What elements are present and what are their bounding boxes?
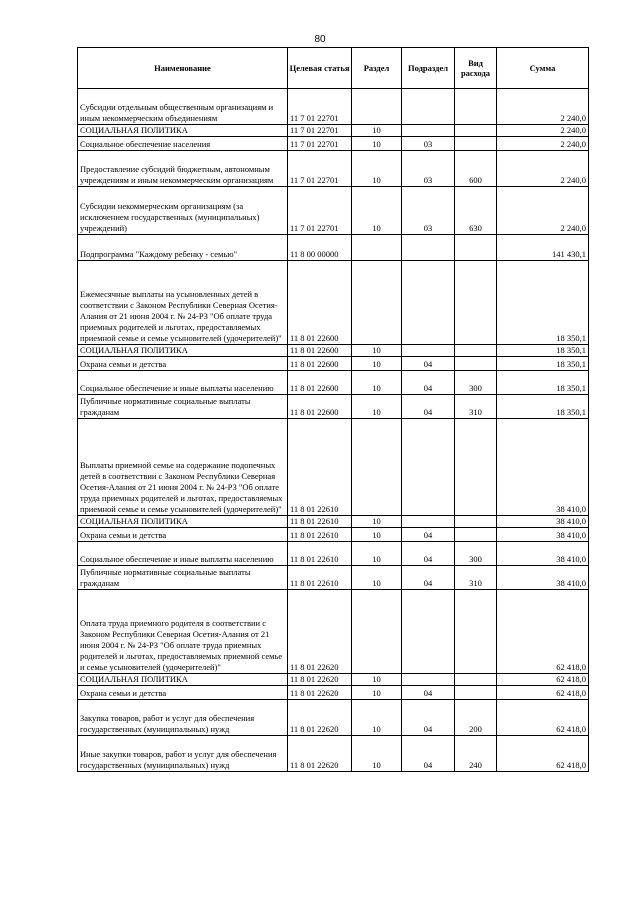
row-name: Выплаты приемной семье на содержание подопечных детей в соответствии с Законом Республики Северная Осетия-Алания от 21 июня 2004 г. № 24-РЗ "Об оплате труда приемных родителей и льготах, предоставляемых приемной семье и семье усыновителей (удочерителей)" xyxy=(78,419,288,516)
row-target-code: 11 8 01 22610 xyxy=(288,566,352,590)
table-row xyxy=(78,674,589,686)
row-sum: 18 350,1 xyxy=(497,395,589,419)
row-sum: 2 240,0 xyxy=(497,137,589,151)
row-expense-type: 310 xyxy=(455,566,497,590)
row-section: 10 xyxy=(352,516,402,528)
budget-table xyxy=(77,47,589,772)
row-sum: 2 240,0 xyxy=(497,89,589,125)
table-row xyxy=(78,395,589,419)
row-section xyxy=(352,261,402,345)
table-row xyxy=(78,566,589,590)
row-sum: 18 350,1 xyxy=(497,345,589,357)
row-subsection: 04 xyxy=(402,686,455,700)
row-name: СОЦИАЛЬНАЯ ПОЛИТИКА xyxy=(78,516,288,528)
row-section: 10 xyxy=(352,345,402,357)
row-expense-type xyxy=(455,261,497,345)
row-target-code: 11 8 01 22620 xyxy=(288,736,352,772)
row-subsection xyxy=(402,89,455,125)
row-sum: 62 418,0 xyxy=(497,674,589,686)
table-row xyxy=(78,700,589,736)
row-target-code: 11 8 01 22600 xyxy=(288,345,352,357)
row-name: Охрана семьи и детства xyxy=(78,686,288,700)
row-expense-type xyxy=(455,137,497,151)
row-expense-type xyxy=(455,528,497,542)
row-section: 10 xyxy=(352,674,402,686)
row-name: СОЦИАЛЬНАЯ ПОЛИТИКА xyxy=(78,674,288,686)
row-target-code: 11 8 01 22600 xyxy=(288,261,352,345)
row-subsection xyxy=(402,125,455,137)
header-subsection: Подраздел xyxy=(402,48,455,89)
row-name: Социальное обеспечение и иные выплаты населению xyxy=(78,542,288,566)
row-target-code: 11 7 01 22701 xyxy=(288,137,352,151)
row-name: Иные закупки товаров, работ и услуг для обеспечения государственных (муниципальных) нужд xyxy=(78,736,288,772)
row-expense-type: 600 xyxy=(455,151,497,187)
row-subsection xyxy=(402,261,455,345)
row-section: 10 xyxy=(352,528,402,542)
row-section xyxy=(352,235,402,261)
row-section: 10 xyxy=(352,371,402,395)
row-subsection xyxy=(402,516,455,528)
row-subsection xyxy=(402,674,455,686)
row-name: Предоставление субсидий бюджетным, автономным учреждениям и иным некоммерческим организациям xyxy=(78,151,288,187)
row-name: Охрана семьи и детства xyxy=(78,528,288,542)
row-sum: 38 410,0 xyxy=(497,419,589,516)
row-subsection: 04 xyxy=(402,395,455,419)
table-row xyxy=(78,590,589,674)
row-section: 10 xyxy=(352,395,402,419)
table-row xyxy=(78,125,589,137)
row-expense-type: 200 xyxy=(455,700,497,736)
row-target-code: 11 8 01 22600 xyxy=(288,371,352,395)
table-row xyxy=(78,261,589,345)
row-subsection: 03 xyxy=(402,137,455,151)
row-name: Закупка товаров, работ и услуг для обеспечения государственных (муниципальных) нужд xyxy=(78,700,288,736)
row-subsection: 04 xyxy=(402,371,455,395)
row-section: 10 xyxy=(352,566,402,590)
table-row xyxy=(78,235,589,261)
row-target-code: 11 8 01 22610 xyxy=(288,516,352,528)
header-expense-type: Вид расхода xyxy=(455,48,497,89)
row-target-code: 11 7 01 22701 xyxy=(288,187,352,235)
row-name: Социальное обеспечение и иные выплаты населению xyxy=(78,371,288,395)
row-name: Субсидии отдельным общественным организациям и иным некоммерческим объединениям xyxy=(78,89,288,125)
row-expense-type: 300 xyxy=(455,542,497,566)
row-target-code: 11 8 01 22620 xyxy=(288,590,352,674)
table-row xyxy=(78,686,589,700)
row-expense-type: 300 xyxy=(455,371,497,395)
row-name: Субсидии некоммерческим организациям (за исключением государственных (муниципальных) учреждений) xyxy=(78,187,288,235)
row-section: 10 xyxy=(352,151,402,187)
row-sum: 18 350,1 xyxy=(497,371,589,395)
row-section xyxy=(352,89,402,125)
row-name: Публичные нормативные социальные выплаты гражданам xyxy=(78,566,288,590)
row-target-code: 11 8 01 22600 xyxy=(288,395,352,419)
table-row xyxy=(78,151,589,187)
row-name: Публичные нормативные социальные выплаты гражданам xyxy=(78,395,288,419)
row-subsection: 04 xyxy=(402,357,455,371)
row-expense-type xyxy=(455,516,497,528)
row-sum: 141 430,1 xyxy=(497,235,589,261)
row-section: 10 xyxy=(352,187,402,235)
row-expense-type: 630 xyxy=(455,187,497,235)
row-section: 10 xyxy=(352,700,402,736)
row-target-code: 11 7 01 22701 xyxy=(288,125,352,137)
row-section: 10 xyxy=(352,357,402,371)
table-row xyxy=(78,357,589,371)
row-expense-type xyxy=(455,590,497,674)
table-row xyxy=(78,419,589,516)
row-sum: 18 350,1 xyxy=(497,261,589,345)
row-expense-type: 240 xyxy=(455,736,497,772)
row-name: Охрана семьи и детства xyxy=(78,357,288,371)
row-section: 10 xyxy=(352,736,402,772)
table-row xyxy=(78,137,589,151)
row-name: Оплата труда приемного родителя в соответствии с Законом Республики Северная Осетия-Алания от 21 июня 2004 г. № 24-РЗ "Об оплате труда приемных родителей и льготах, предоставляемых приемной семье и семье усыновителей (удочерителей)" xyxy=(78,590,288,674)
row-sum: 2 240,0 xyxy=(497,187,589,235)
row-sum: 62 418,0 xyxy=(497,686,589,700)
row-section: 10 xyxy=(352,137,402,151)
row-section: 10 xyxy=(352,542,402,566)
row-subsection: 04 xyxy=(402,542,455,566)
header-row xyxy=(78,48,589,89)
row-expense-type xyxy=(455,686,497,700)
page-number: 80 xyxy=(314,34,326,45)
row-target-code: 11 8 01 22610 xyxy=(288,528,352,542)
row-subsection: 04 xyxy=(402,528,455,542)
row-section xyxy=(352,419,402,516)
header-target: Целевая статья xyxy=(288,48,352,89)
row-name: СОЦИАЛЬНАЯ ПОЛИТИКА xyxy=(78,345,288,357)
row-sum: 62 418,0 xyxy=(497,736,589,772)
table-row xyxy=(78,371,589,395)
row-expense-type xyxy=(455,89,497,125)
row-name: Социальное обеспечение населения xyxy=(78,137,288,151)
row-name: Подпрограмма "Каждому ребенку - семью" xyxy=(78,235,288,261)
row-expense-type: 310 xyxy=(455,395,497,419)
row-subsection: 04 xyxy=(402,700,455,736)
row-target-code: 11 8 01 22610 xyxy=(288,542,352,566)
table-row xyxy=(78,187,589,235)
row-sum: 38 410,0 xyxy=(497,528,589,542)
table-row xyxy=(78,345,589,357)
row-subsection: 04 xyxy=(402,736,455,772)
header-sum: Сумма xyxy=(497,48,589,89)
row-expense-type xyxy=(455,357,497,371)
row-target-code: 11 8 01 22620 xyxy=(288,686,352,700)
row-sum: 38 410,0 xyxy=(497,566,589,590)
row-section: 10 xyxy=(352,686,402,700)
row-subsection xyxy=(402,419,455,516)
row-target-code: 11 8 01 22620 xyxy=(288,700,352,736)
row-expense-type xyxy=(455,235,497,261)
row-expense-type xyxy=(455,419,497,516)
row-target-code: 11 8 01 22620 xyxy=(288,674,352,686)
row-expense-type xyxy=(455,674,497,686)
table-body xyxy=(78,89,589,772)
table-row xyxy=(78,516,589,528)
row-subsection xyxy=(402,235,455,261)
row-section xyxy=(352,590,402,674)
table-row xyxy=(78,542,589,566)
row-target-code: 11 8 00 00000 xyxy=(288,235,352,261)
row-subsection: 03 xyxy=(402,151,455,187)
row-sum: 62 418,0 xyxy=(497,700,589,736)
row-sum: 18 350,1 xyxy=(497,357,589,371)
row-target-code: 11 8 01 22610 xyxy=(288,419,352,516)
row-subsection xyxy=(402,345,455,357)
row-sum: 2 240,0 xyxy=(497,125,589,137)
table-row xyxy=(78,89,589,125)
row-name: СОЦИАЛЬНАЯ ПОЛИТИКА xyxy=(78,125,288,137)
row-expense-type xyxy=(455,125,497,137)
row-name: Ежемесячные выплаты на усыновленных детей в соответствии с Законом Республики Северная Осетия-Алания от 21 июня 2004 г. № 24-РЗ "Об оплате труда приемных родителей и льготах, предоставляемых приемной семье и семье усыновителей (удочерителей)" xyxy=(78,261,288,345)
table-row xyxy=(78,736,589,772)
row-sum: 62 418,0 xyxy=(497,590,589,674)
row-subsection xyxy=(402,590,455,674)
row-sum: 2 240,0 xyxy=(497,151,589,187)
row-target-code: 11 8 01 22600 xyxy=(288,357,352,371)
table-row xyxy=(78,528,589,542)
row-sum: 38 410,0 xyxy=(497,542,589,566)
row-subsection: 04 xyxy=(402,566,455,590)
header-section: Раздел xyxy=(352,48,402,89)
row-target-code: 11 7 01 22701 xyxy=(288,89,352,125)
row-target-code: 11 7 01 22701 xyxy=(288,151,352,187)
row-sum: 38 410,0 xyxy=(497,516,589,528)
row-expense-type xyxy=(455,345,497,357)
row-subsection: 03 xyxy=(402,187,455,235)
header-name: Наименование xyxy=(78,48,288,89)
row-section: 10 xyxy=(352,125,402,137)
